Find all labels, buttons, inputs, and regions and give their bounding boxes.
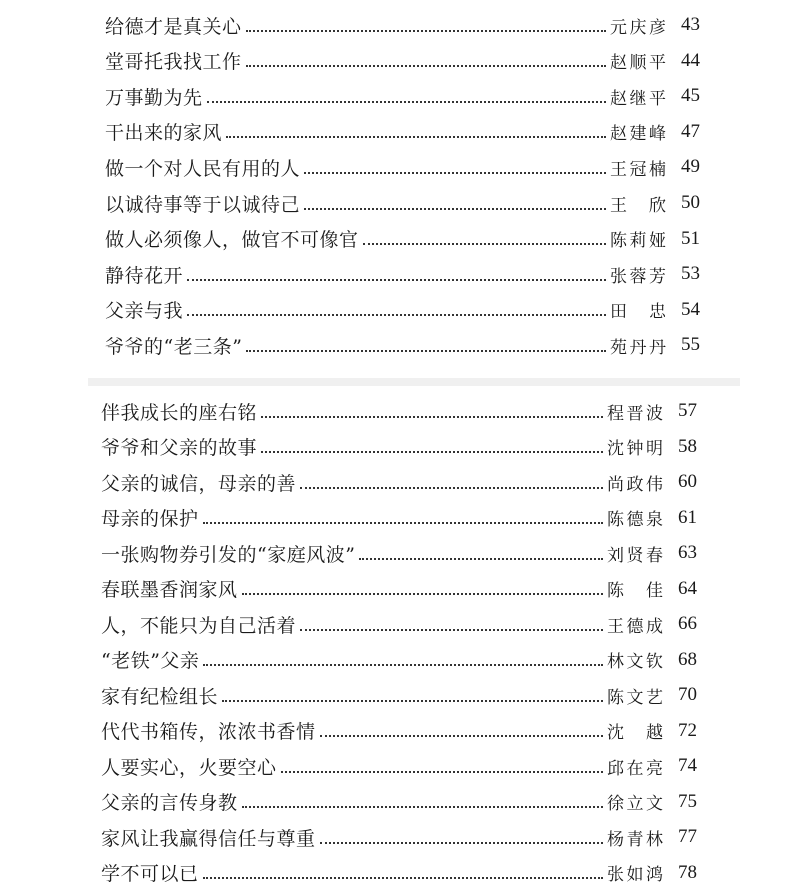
toc-entry[interactable] xyxy=(101,574,697,604)
entry-title: 爷爷的“老三条” xyxy=(105,335,243,358)
entry-page-number: 58 xyxy=(678,435,697,457)
toc-entry[interactable] xyxy=(101,716,697,746)
dot-leader xyxy=(320,734,603,737)
toc-entry[interactable] xyxy=(105,117,700,147)
toc-entry[interactable] xyxy=(105,81,700,111)
toc-entry[interactable] xyxy=(101,822,697,852)
dot-leader xyxy=(304,207,606,210)
entry-title: 做一个对人民有用的人 xyxy=(105,157,301,180)
dot-leader xyxy=(246,29,606,32)
dot-leader xyxy=(359,557,603,560)
toc-entry[interactable] xyxy=(105,224,700,254)
entry-author: 陈德泉 xyxy=(607,510,665,530)
toc-entry[interactable] xyxy=(101,609,697,639)
toc-entry[interactable] xyxy=(105,10,700,40)
dot-leader xyxy=(187,278,606,281)
toc-entry[interactable] xyxy=(101,396,697,426)
dot-leader xyxy=(300,486,603,489)
toc-entry[interactable] xyxy=(101,645,697,675)
entry-author: 陈 佳 xyxy=(607,581,665,601)
toc-entry[interactable] xyxy=(105,259,700,289)
entry-title: 父亲的诚信，母亲的善 xyxy=(101,472,297,495)
entry-page-number: 47 xyxy=(681,120,700,142)
dot-leader xyxy=(281,770,603,773)
entry-author: 赵继平 xyxy=(610,88,668,109)
entry-title: 家有纪检组长 xyxy=(101,685,219,708)
entry-title: 堂哥托我找工作 xyxy=(105,51,242,74)
entry-page-number: 57 xyxy=(678,400,697,421)
toc-entry[interactable] xyxy=(101,503,697,533)
entry-title: 以诚待事等于以诚待己 xyxy=(105,193,301,216)
entry-title: 代代书箱传，浓浓书香情 xyxy=(101,721,316,743)
entry-page-number: 45 xyxy=(681,85,700,107)
toc-entry[interactable] xyxy=(101,751,697,781)
entry-page-number: 60 xyxy=(678,471,697,492)
toc-entry[interactable] xyxy=(101,467,697,497)
dot-leader xyxy=(187,313,606,316)
entry-page-number: 72 xyxy=(678,719,697,741)
entry-page-number: 61 xyxy=(678,506,697,528)
entry-page-number: 64 xyxy=(678,577,697,599)
entry-author: 王冠楠 xyxy=(610,159,668,180)
toc-entry[interactable] xyxy=(105,295,700,325)
entry-title: 给德才是真关心 xyxy=(105,15,242,38)
entry-author: 沈钟明 xyxy=(607,439,665,459)
entry-page-number: 68 xyxy=(678,648,697,670)
entry-author: 张如鸿 xyxy=(607,865,665,885)
entry-title: 一张购物券引发的“家庭风波” xyxy=(101,543,356,566)
entry-author: 林文钦 xyxy=(607,652,665,672)
entry-page-number: 78 xyxy=(678,861,697,883)
entry-author: 刘贤春 xyxy=(607,545,665,566)
entry-title: 做人必须像人，做官不可像官 xyxy=(105,229,359,252)
entry-author: 赵建峰 xyxy=(610,124,668,145)
entry-title: 父亲与我 xyxy=(105,300,184,323)
dot-leader xyxy=(261,450,603,453)
entry-author: 杨青林 xyxy=(607,829,665,850)
toc-entry[interactable] xyxy=(105,188,700,218)
toc-entry[interactable] xyxy=(105,152,700,182)
toc-entry[interactable] xyxy=(105,330,700,360)
entry-title: 干出来的家风 xyxy=(105,122,223,145)
entry-page-number: 70 xyxy=(678,684,697,705)
entry-page-number: 66 xyxy=(678,613,697,634)
entry-author: 沈 越 xyxy=(607,723,665,743)
dot-leader xyxy=(261,415,603,418)
entry-page-number: 49 xyxy=(681,156,700,178)
entry-title: 人要实心，火要空心 xyxy=(101,756,277,779)
entry-author: 程晋波 xyxy=(607,403,665,424)
toc-entry[interactable] xyxy=(101,787,697,817)
entry-page-number: 77 xyxy=(678,826,697,847)
dot-leader xyxy=(226,135,606,138)
entry-title: 人，不能只为自己活着 xyxy=(101,614,297,637)
entry-author: 田 忠 xyxy=(610,302,668,323)
toc-entry[interactable] xyxy=(101,432,697,462)
entry-title: 学不可以已 xyxy=(101,863,199,885)
entry-title: 父亲的言传身教 xyxy=(101,792,238,814)
entry-title: 爷爷和父亲的故事 xyxy=(101,437,258,459)
entry-author: 赵顺平 xyxy=(610,53,668,74)
entry-page-number: 54 xyxy=(681,298,700,320)
dot-leader xyxy=(246,349,606,352)
entry-page-number: 50 xyxy=(681,192,700,213)
entry-author: 张蓉芳 xyxy=(610,266,668,287)
dot-leader xyxy=(363,242,606,245)
toc-entry[interactable] xyxy=(101,538,697,568)
entry-author: 王德成 xyxy=(607,616,665,637)
entry-page-number: 63 xyxy=(678,542,697,563)
entry-title: 伴我成长的座右铭 xyxy=(101,401,258,424)
entry-page-number: 43 xyxy=(681,14,700,35)
toc-entry[interactable] xyxy=(101,858,697,888)
toc-entry[interactable] xyxy=(105,46,700,76)
entry-author: 尚政伟 xyxy=(607,474,665,495)
dot-leader xyxy=(320,841,603,844)
toc-entry[interactable] xyxy=(101,680,697,710)
entry-title: 母亲的保护 xyxy=(101,508,199,530)
entry-page-number: 51 xyxy=(681,227,700,249)
entry-author: 陈文艺 xyxy=(607,687,665,708)
dot-leader xyxy=(242,592,603,595)
dot-leader xyxy=(203,521,603,524)
section-divider xyxy=(88,378,740,386)
dot-leader xyxy=(300,628,603,631)
dot-leader xyxy=(203,663,603,666)
dot-leader xyxy=(207,100,606,103)
entry-page-number: 53 xyxy=(681,263,700,285)
entry-page-number: 75 xyxy=(678,790,697,812)
dot-leader xyxy=(304,171,606,174)
entry-title: 家风让我赢得信任与尊重 xyxy=(101,827,316,850)
entry-author: 邱在亮 xyxy=(607,758,665,779)
entry-page-number: 74 xyxy=(678,755,697,776)
dot-leader xyxy=(222,699,603,702)
dot-leader xyxy=(246,64,606,67)
entry-title: “老铁”父亲 xyxy=(101,650,200,672)
entry-author: 苑丹丹 xyxy=(610,337,668,358)
entry-title: 静待花开 xyxy=(105,264,184,287)
entry-author: 王 欣 xyxy=(610,195,668,216)
dot-leader xyxy=(242,805,603,808)
entry-page-number: 44 xyxy=(681,49,700,71)
entry-author: 元庆彦 xyxy=(610,17,668,38)
entry-author: 徐立文 xyxy=(607,794,665,814)
entry-title: 万事勤为先 xyxy=(105,86,203,109)
entry-author: 陈莉娅 xyxy=(610,231,668,252)
dot-leader xyxy=(203,876,603,879)
entry-page-number: 55 xyxy=(681,334,700,356)
entry-title: 春联墨香润家风 xyxy=(101,579,238,601)
